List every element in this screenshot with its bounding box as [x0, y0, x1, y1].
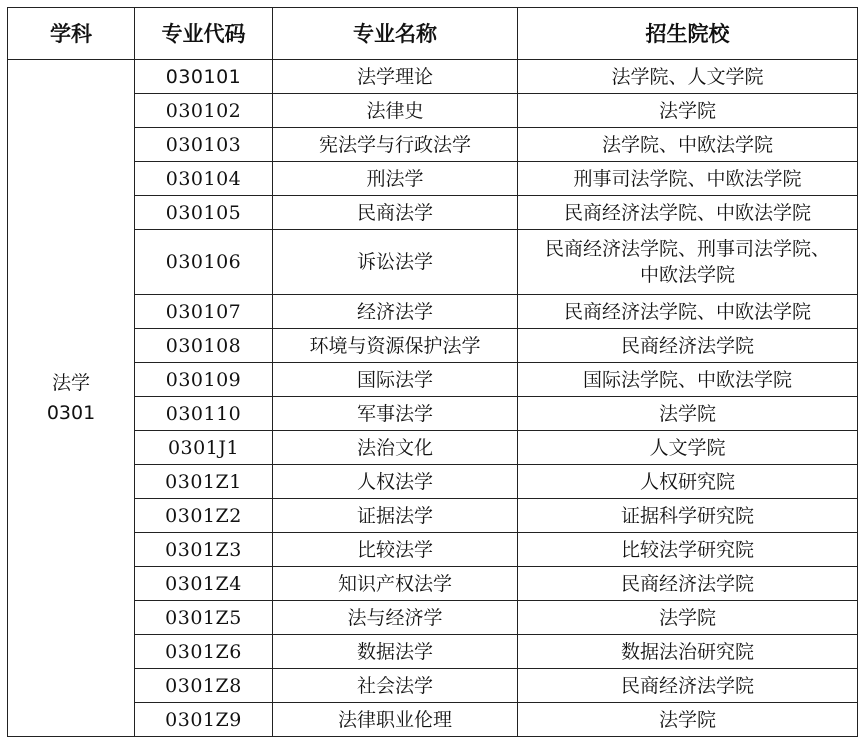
major-code: 0301Z1 — [135, 465, 273, 499]
header-subject: 学科 — [8, 8, 135, 60]
major-name: 社会法学 — [273, 669, 518, 703]
table-body — [8, 60, 858, 737]
major-name: 宪法学与行政法学 — [273, 128, 518, 162]
header-name: 专业名称 — [273, 8, 518, 60]
major-code: 0301Z9 — [135, 703, 273, 737]
major-schools: 人权研究院 — [518, 465, 858, 499]
major-name: 人权法学 — [273, 465, 518, 499]
table-row — [8, 60, 858, 94]
table-row — [8, 128, 858, 162]
major-schools: 民商经济法学院 — [518, 669, 858, 703]
major-name: 国际法学 — [273, 363, 518, 397]
major-code: 030110 — [135, 397, 273, 431]
major-schools: 法学院 — [518, 397, 858, 431]
major-schools: 民商经济法学院 — [518, 567, 858, 601]
major-schools: 法学院、人文学院 — [518, 60, 858, 94]
major-schools: 刑事司法学院、中欧法学院 — [518, 162, 858, 196]
table-row — [8, 162, 858, 196]
major-code: 030106 — [135, 230, 273, 295]
table-row — [8, 431, 858, 465]
major-code: 030105 — [135, 196, 273, 230]
subject-code: 0301 — [46, 402, 96, 424]
table-row — [8, 465, 858, 499]
major-schools: 民商经济法学院、中欧法学院 — [518, 295, 858, 329]
major-name: 数据法学 — [273, 635, 518, 669]
major-code: 0301Z6 — [135, 635, 273, 669]
major-schools-line-2: 中欧法学院 — [639, 264, 735, 286]
subject-cell — [8, 60, 135, 737]
table-row — [8, 363, 858, 397]
major-code: 0301Z8 — [135, 669, 273, 703]
major-schools: 国际法学院、中欧法学院 — [518, 363, 858, 397]
majors-table — [7, 7, 858, 737]
table-row — [8, 601, 858, 635]
header-schools: 招生院校 — [518, 8, 858, 60]
table-row — [8, 635, 858, 669]
major-schools: 民商经济法学院、中欧法学院 — [518, 196, 858, 230]
table-row — [8, 669, 858, 703]
major-schools: 比较法学研究院 — [518, 533, 858, 567]
header-code: 专业代码 — [135, 8, 273, 60]
major-schools: 人文学院 — [518, 431, 858, 465]
table-row — [8, 196, 858, 230]
major-schools — [518, 230, 858, 295]
major-schools: 民商经济法学院 — [518, 329, 858, 363]
major-code: 0301J1 — [135, 431, 273, 465]
major-name: 经济法学 — [273, 295, 518, 329]
table-row — [8, 499, 858, 533]
major-name: 民商法学 — [273, 196, 518, 230]
major-code: 0301Z4 — [135, 567, 273, 601]
major-name: 证据法学 — [273, 499, 518, 533]
major-schools: 数据法治研究院 — [518, 635, 858, 669]
table-row — [8, 567, 858, 601]
major-code: 0301Z2 — [135, 499, 273, 533]
header-row — [8, 8, 858, 60]
major-name: 法治文化 — [273, 431, 518, 465]
subject-name: 法学 — [51, 372, 90, 394]
table-row — [8, 230, 858, 295]
major-name: 刑法学 — [273, 162, 518, 196]
major-code: 030101 — [135, 60, 273, 94]
major-schools: 法学院 — [518, 601, 858, 635]
table-row — [8, 94, 858, 128]
major-name: 法与经济学 — [273, 601, 518, 635]
major-code: 030108 — [135, 329, 273, 363]
table-row — [8, 397, 858, 431]
major-name: 诉讼法学 — [273, 230, 518, 295]
major-name: 知识产权法学 — [273, 567, 518, 601]
table-header — [8, 8, 858, 60]
major-code: 030103 — [135, 128, 273, 162]
table-row — [8, 295, 858, 329]
major-code: 030102 — [135, 94, 273, 128]
major-name: 环境与资源保护法学 — [273, 329, 518, 363]
major-code: 0301Z3 — [135, 533, 273, 567]
table-row — [8, 533, 858, 567]
table-row — [8, 703, 858, 737]
major-code: 030104 — [135, 162, 273, 196]
major-name: 法律职业伦理 — [273, 703, 518, 737]
major-name: 法律史 — [273, 94, 518, 128]
table-row — [8, 329, 858, 363]
major-schools: 法学院 — [518, 94, 858, 128]
major-name: 比较法学 — [273, 533, 518, 567]
major-code: 0301Z5 — [135, 601, 273, 635]
major-schools: 法学院 — [518, 703, 858, 737]
major-name: 法学理论 — [273, 60, 518, 94]
major-code: 030109 — [135, 363, 273, 397]
major-schools: 证据科学研究院 — [518, 499, 858, 533]
major-code: 030107 — [135, 295, 273, 329]
major-schools-line-1: 民商经济法学院、刑事司法学院、 — [544, 238, 830, 260]
major-schools: 法学院、中欧法学院 — [518, 128, 858, 162]
major-name: 军事法学 — [273, 397, 518, 431]
